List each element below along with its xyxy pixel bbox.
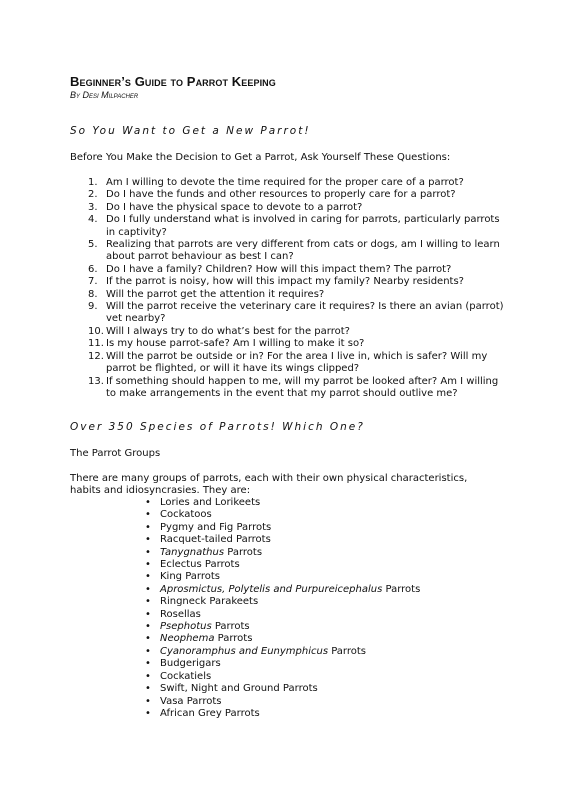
group-name: Pygmy and Fig Parrots bbox=[160, 521, 272, 533]
item-text: Do I have a family? Children? How will this impact them? The parrot? bbox=[106, 263, 452, 275]
group-name: African Grey Parrots bbox=[160, 707, 260, 719]
item-text: Do I fully understand what is involved in caring for parrots, particularly parrots in captivity? bbox=[106, 214, 500, 238]
author-byline: By Desi Milpacher bbox=[70, 90, 139, 100]
item-number: 6. bbox=[88, 263, 98, 275]
item-text: If the parrot is noisy, how will this impact my family? Nearby residents? bbox=[106, 276, 464, 288]
item-number: 7. bbox=[88, 276, 98, 288]
group-latin-name: Tanygnathus bbox=[160, 546, 225, 558]
list-item bbox=[145, 609, 420, 621]
group-name: Parrots bbox=[224, 546, 263, 558]
item-text: Am I willing to devote the time required for the proper care of a parrot? bbox=[106, 177, 464, 188]
group-name: Eclectus Parrots bbox=[160, 559, 240, 571]
item-text: Is my house parrot-safe? Am I willing to make it so? bbox=[106, 338, 365, 350]
item-number: 10. bbox=[88, 325, 104, 337]
list-item bbox=[145, 497, 420, 509]
list-item bbox=[145, 633, 420, 645]
group-name: Swift, Night and Ground Parrots bbox=[160, 683, 318, 695]
item-number: 9. bbox=[88, 301, 98, 313]
parrot-groups-list bbox=[145, 497, 420, 720]
list-item bbox=[70, 289, 510, 301]
group-name: Parrots bbox=[214, 633, 253, 645]
group-name: Racquet-tailed Parrots bbox=[160, 534, 271, 546]
group-name: Cockatiels bbox=[160, 670, 212, 682]
list-item bbox=[70, 239, 510, 264]
document-title: Beginner’s Guide to Parrot Keeping bbox=[70, 74, 276, 89]
item-number: 2. bbox=[88, 189, 98, 201]
group-name: Ringneck Parakeets bbox=[160, 596, 259, 608]
group-name: Parrots bbox=[382, 583, 421, 595]
list-item bbox=[145, 646, 420, 658]
list-item bbox=[70, 189, 510, 201]
item-number: 5. bbox=[88, 239, 98, 251]
item-text: Will the parrot get the attention it requires? bbox=[106, 288, 325, 300]
list-item bbox=[145, 547, 420, 559]
list-item bbox=[70, 202, 510, 214]
questions-intro: Before You Make the Decision to Get a Parrot, Ask Yourself These Questions: bbox=[70, 152, 451, 163]
list-item bbox=[145, 621, 420, 633]
item-text: Will the parrot receive the veterinary care it requires? Is there an avian (parrot) vet nearby? bbox=[106, 301, 504, 325]
group-name: Parrots bbox=[211, 621, 250, 633]
list-item bbox=[70, 338, 510, 350]
group-name: King Parrots bbox=[160, 571, 220, 583]
item-number: 1. bbox=[88, 177, 98, 188]
list-item bbox=[145, 683, 420, 695]
list-item bbox=[145, 658, 420, 670]
item-number: 12. bbox=[88, 350, 104, 362]
group-name: Vasa Parrots bbox=[160, 695, 222, 707]
list-item bbox=[70, 351, 510, 376]
item-number: 11. bbox=[88, 338, 104, 350]
group-name: Rosellas bbox=[160, 608, 201, 620]
list-item bbox=[70, 177, 510, 189]
list-item bbox=[145, 559, 420, 571]
list-item bbox=[145, 696, 420, 708]
list-item bbox=[70, 326, 510, 338]
list-item bbox=[145, 708, 420, 720]
list-item bbox=[145, 509, 420, 521]
item-text: Realizing that parrots are very different from cats or dogs, am I willing to learn about parrot behaviour as best I can? bbox=[106, 239, 500, 263]
item-text: Do I have the funds and other resources to properly care for a parrot? bbox=[106, 189, 456, 201]
list-item bbox=[145, 571, 420, 583]
group-latin-name: Cyanoramphus and Eunymphicus bbox=[160, 645, 329, 657]
item-text: If something should happen to me, will my parrot be looked after? Am I willing to make arrangements in the event that my parrot should outlive me? bbox=[106, 375, 499, 399]
section-heading-new-parrot: So You Want to Get a New Parrot! bbox=[70, 125, 311, 137]
list-item bbox=[145, 596, 420, 608]
list-item bbox=[70, 276, 510, 288]
group-latin-name: Aprosmictus, Polytelis and Purpureicephalus bbox=[160, 583, 383, 595]
list-item bbox=[70, 214, 510, 239]
list-item bbox=[145, 534, 420, 546]
item-text: Will the parrot be outside or in? For the area I live in, which is safer? Will my parrot be flighted, or will it have its wings clipped? bbox=[106, 350, 488, 375]
item-text: Do I have the physical space to devote to a parrot? bbox=[106, 201, 363, 213]
group-name: Parrots bbox=[328, 645, 367, 657]
group-latin-name: Neophema bbox=[160, 633, 215, 645]
questions-list bbox=[70, 177, 510, 400]
item-number: 13. bbox=[88, 375, 104, 387]
list-item bbox=[70, 301, 510, 326]
section-heading-species: Over 350 Species of Parrots! Which One? bbox=[70, 421, 365, 433]
group-name: Cockatoos bbox=[160, 509, 212, 521]
list-item bbox=[145, 522, 420, 534]
item-number: 8. bbox=[88, 288, 98, 300]
list-item bbox=[70, 376, 510, 401]
item-text: Will I always try to do what’s best for the parrot? bbox=[106, 325, 350, 337]
group-name: Budgerigars bbox=[160, 658, 221, 670]
subheading-parrot-groups: The Parrot Groups bbox=[70, 448, 161, 459]
list-item bbox=[145, 671, 420, 683]
item-number: 4. bbox=[88, 214, 98, 226]
group-name: Lories and Lorikeets bbox=[160, 497, 261, 508]
item-number: 3. bbox=[88, 201, 98, 213]
list-item bbox=[145, 584, 420, 596]
groups-intro: There are many groups of parrots, each with their own physical characteristics, habits and idiosyncrasies. They are: bbox=[70, 473, 468, 497]
group-latin-name: Psephotus bbox=[160, 621, 212, 633]
list-item bbox=[70, 264, 510, 276]
